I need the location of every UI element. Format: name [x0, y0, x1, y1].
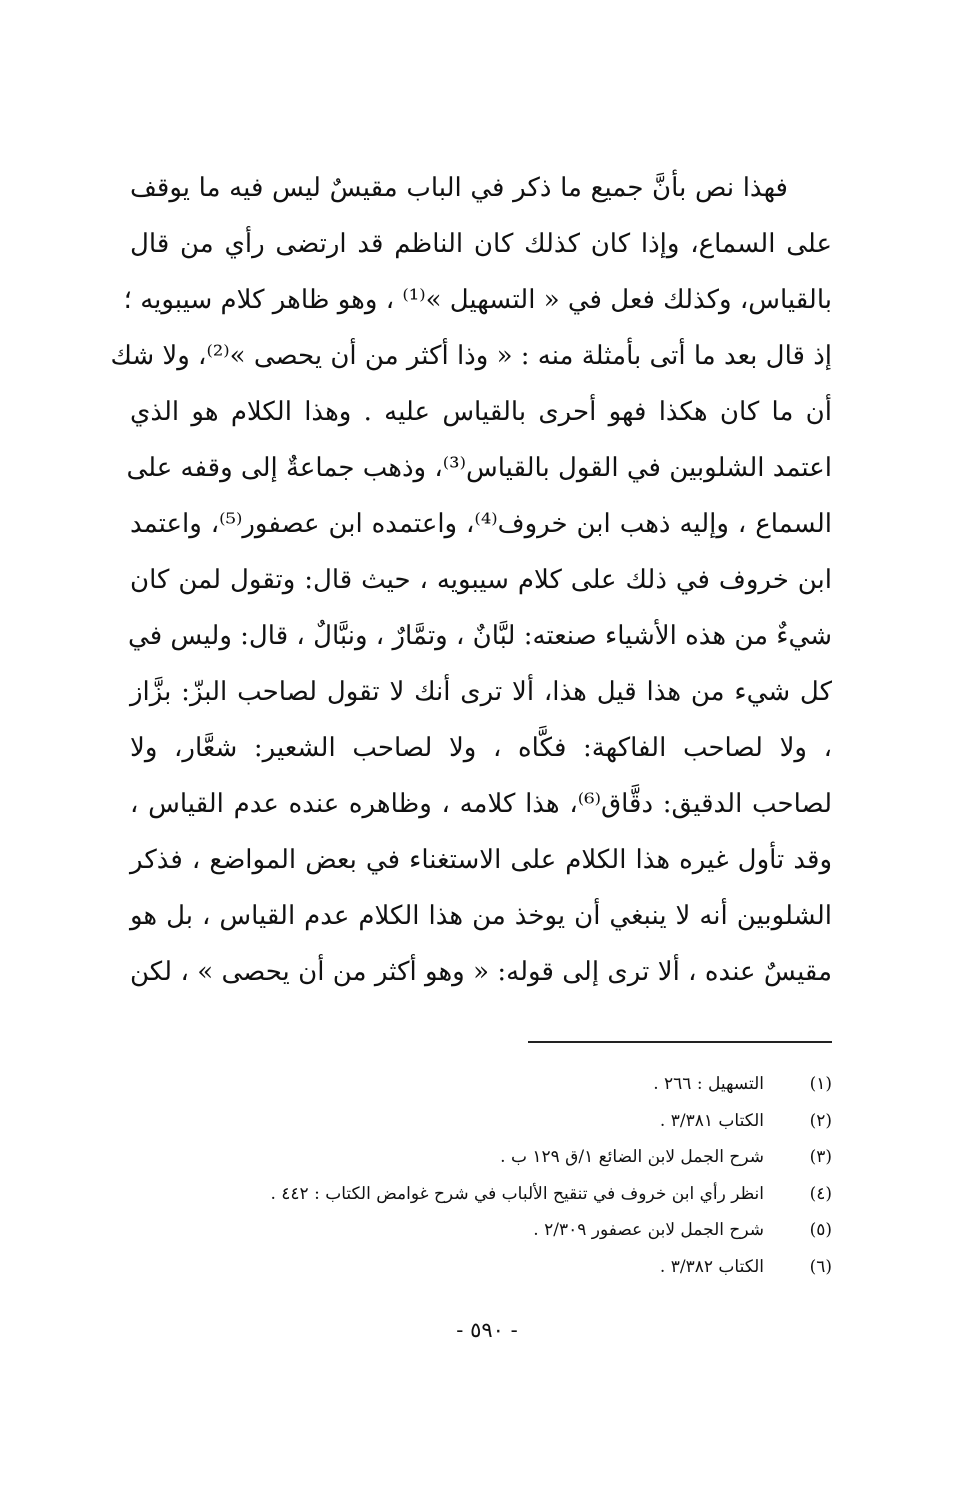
text-line: ابن خروف في ذلك على كلام سيبويه ، حيث قال: وتقول لمن كان — [130, 565, 832, 595]
text-line: بالقياس، وكذلك فعل في « التسهيل »⁽¹⁾ ، وهو ظاهر كلام سيبويه ؛ — [123, 285, 832, 315]
footnotes — [130, 1066, 832, 1285]
text-line: فهذا نص بأنَّ جميع ما ذكر في الباب مقيسٌ ليس فيه ما يوقف — [130, 173, 788, 203]
page-number: - ٥٩٠ - — [456, 1318, 518, 1342]
text-line: وقد تأول غيره هذا الكلام على الاستغناء في بعض المواضع ، فذكر — [130, 845, 832, 875]
footnote-number: (٢) — [809, 1110, 832, 1131]
text-line: الشلوبين أنه لا ينبغي أن يوخذ من هذا الكلام عدم القياس ، بل هو — [130, 901, 832, 931]
text-line: إذ قال بعد ما أتى بأمثلة منه : « وذا أكثر من أن يحصى »⁽²⁾، ولا شك — [110, 341, 832, 371]
footnote-text: الكتاب ٣/٣٨١ . — [659, 1110, 764, 1131]
text-line: لصاحب الدقيق: دقَّاق⁽⁶⁾، هذا كلامه ، وظاهره عنده عدم القياس ، — [130, 789, 832, 819]
text-line: مقيسٌ عنده ، ألا ترى إلى قوله: « وهو أكثر من أن يحصى » ، لكن — [130, 957, 832, 987]
text-line: على السماع، وإذا كان كذلك كان الناظم قد ارتضى رأي من قال — [130, 229, 832, 259]
footnote-number: (٦) — [809, 1256, 832, 1277]
text-line: شيءٌ من هذه الأشياء صنعته: لبَّانٌ ، وتمَّارٌ ، ونبَّالٌ ، قال: وليس في — [128, 621, 832, 651]
footnote — [130, 1176, 832, 1213]
footnote-text: انظر رأي ابن خروف في تنقيح الألباب في شرح غوامض الكتاب : ٤٤٢ . — [270, 1183, 764, 1204]
footnote-number: (١) — [809, 1074, 832, 1094]
footnote — [130, 1103, 832, 1140]
footnote-number: (٤) — [809, 1183, 832, 1204]
footnote — [130, 1139, 832, 1176]
footnote-number: (٣) — [809, 1147, 832, 1167]
text-line: أن ما كان هكذا فهو أحرى بالقياس عليه . وهذا الكلام هو الذي — [130, 397, 832, 427]
footnote-number: (٥) — [809, 1220, 832, 1240]
footnote-text: شرح الجمل لابن الضائع ١/ق ١٢٩ ب . — [500, 1147, 764, 1167]
footnote — [130, 1249, 832, 1286]
footnote — [130, 1066, 832, 1103]
footnote-divider — [528, 1041, 832, 1043]
footnote-text: التسهيل : ٢٦٦ . — [653, 1074, 764, 1094]
text-line: ، ولا لصاحب الفاكهة: فكَّاه ، ولا لصاحب الشعير: شعَّار، ولا — [130, 733, 832, 763]
text-line: السماع ، وإليه ذهب ابن خروف⁽⁴⁾، واعتمده ابن عصفور⁽⁵⁾، واعتمد — [130, 509, 832, 539]
main-text — [110, 160, 832, 1000]
footnote-text: الكتاب ٣/٣٨٢ . — [659, 1256, 764, 1277]
footnote — [130, 1212, 832, 1249]
footnote-text: شرح الجمل لابن عصفور ٢/٣٠٩ . — [533, 1220, 764, 1240]
text-line: كل شيء من هذا قيل هذا، ألا ترى أنك لا تقول لصاحب البزّ: بزَّاز — [130, 677, 832, 707]
text-line: اعتمد الشلوبين في القول بالقياس⁽³⁾، وذهب جماعةٌ إلى وقفه على — [126, 453, 832, 483]
